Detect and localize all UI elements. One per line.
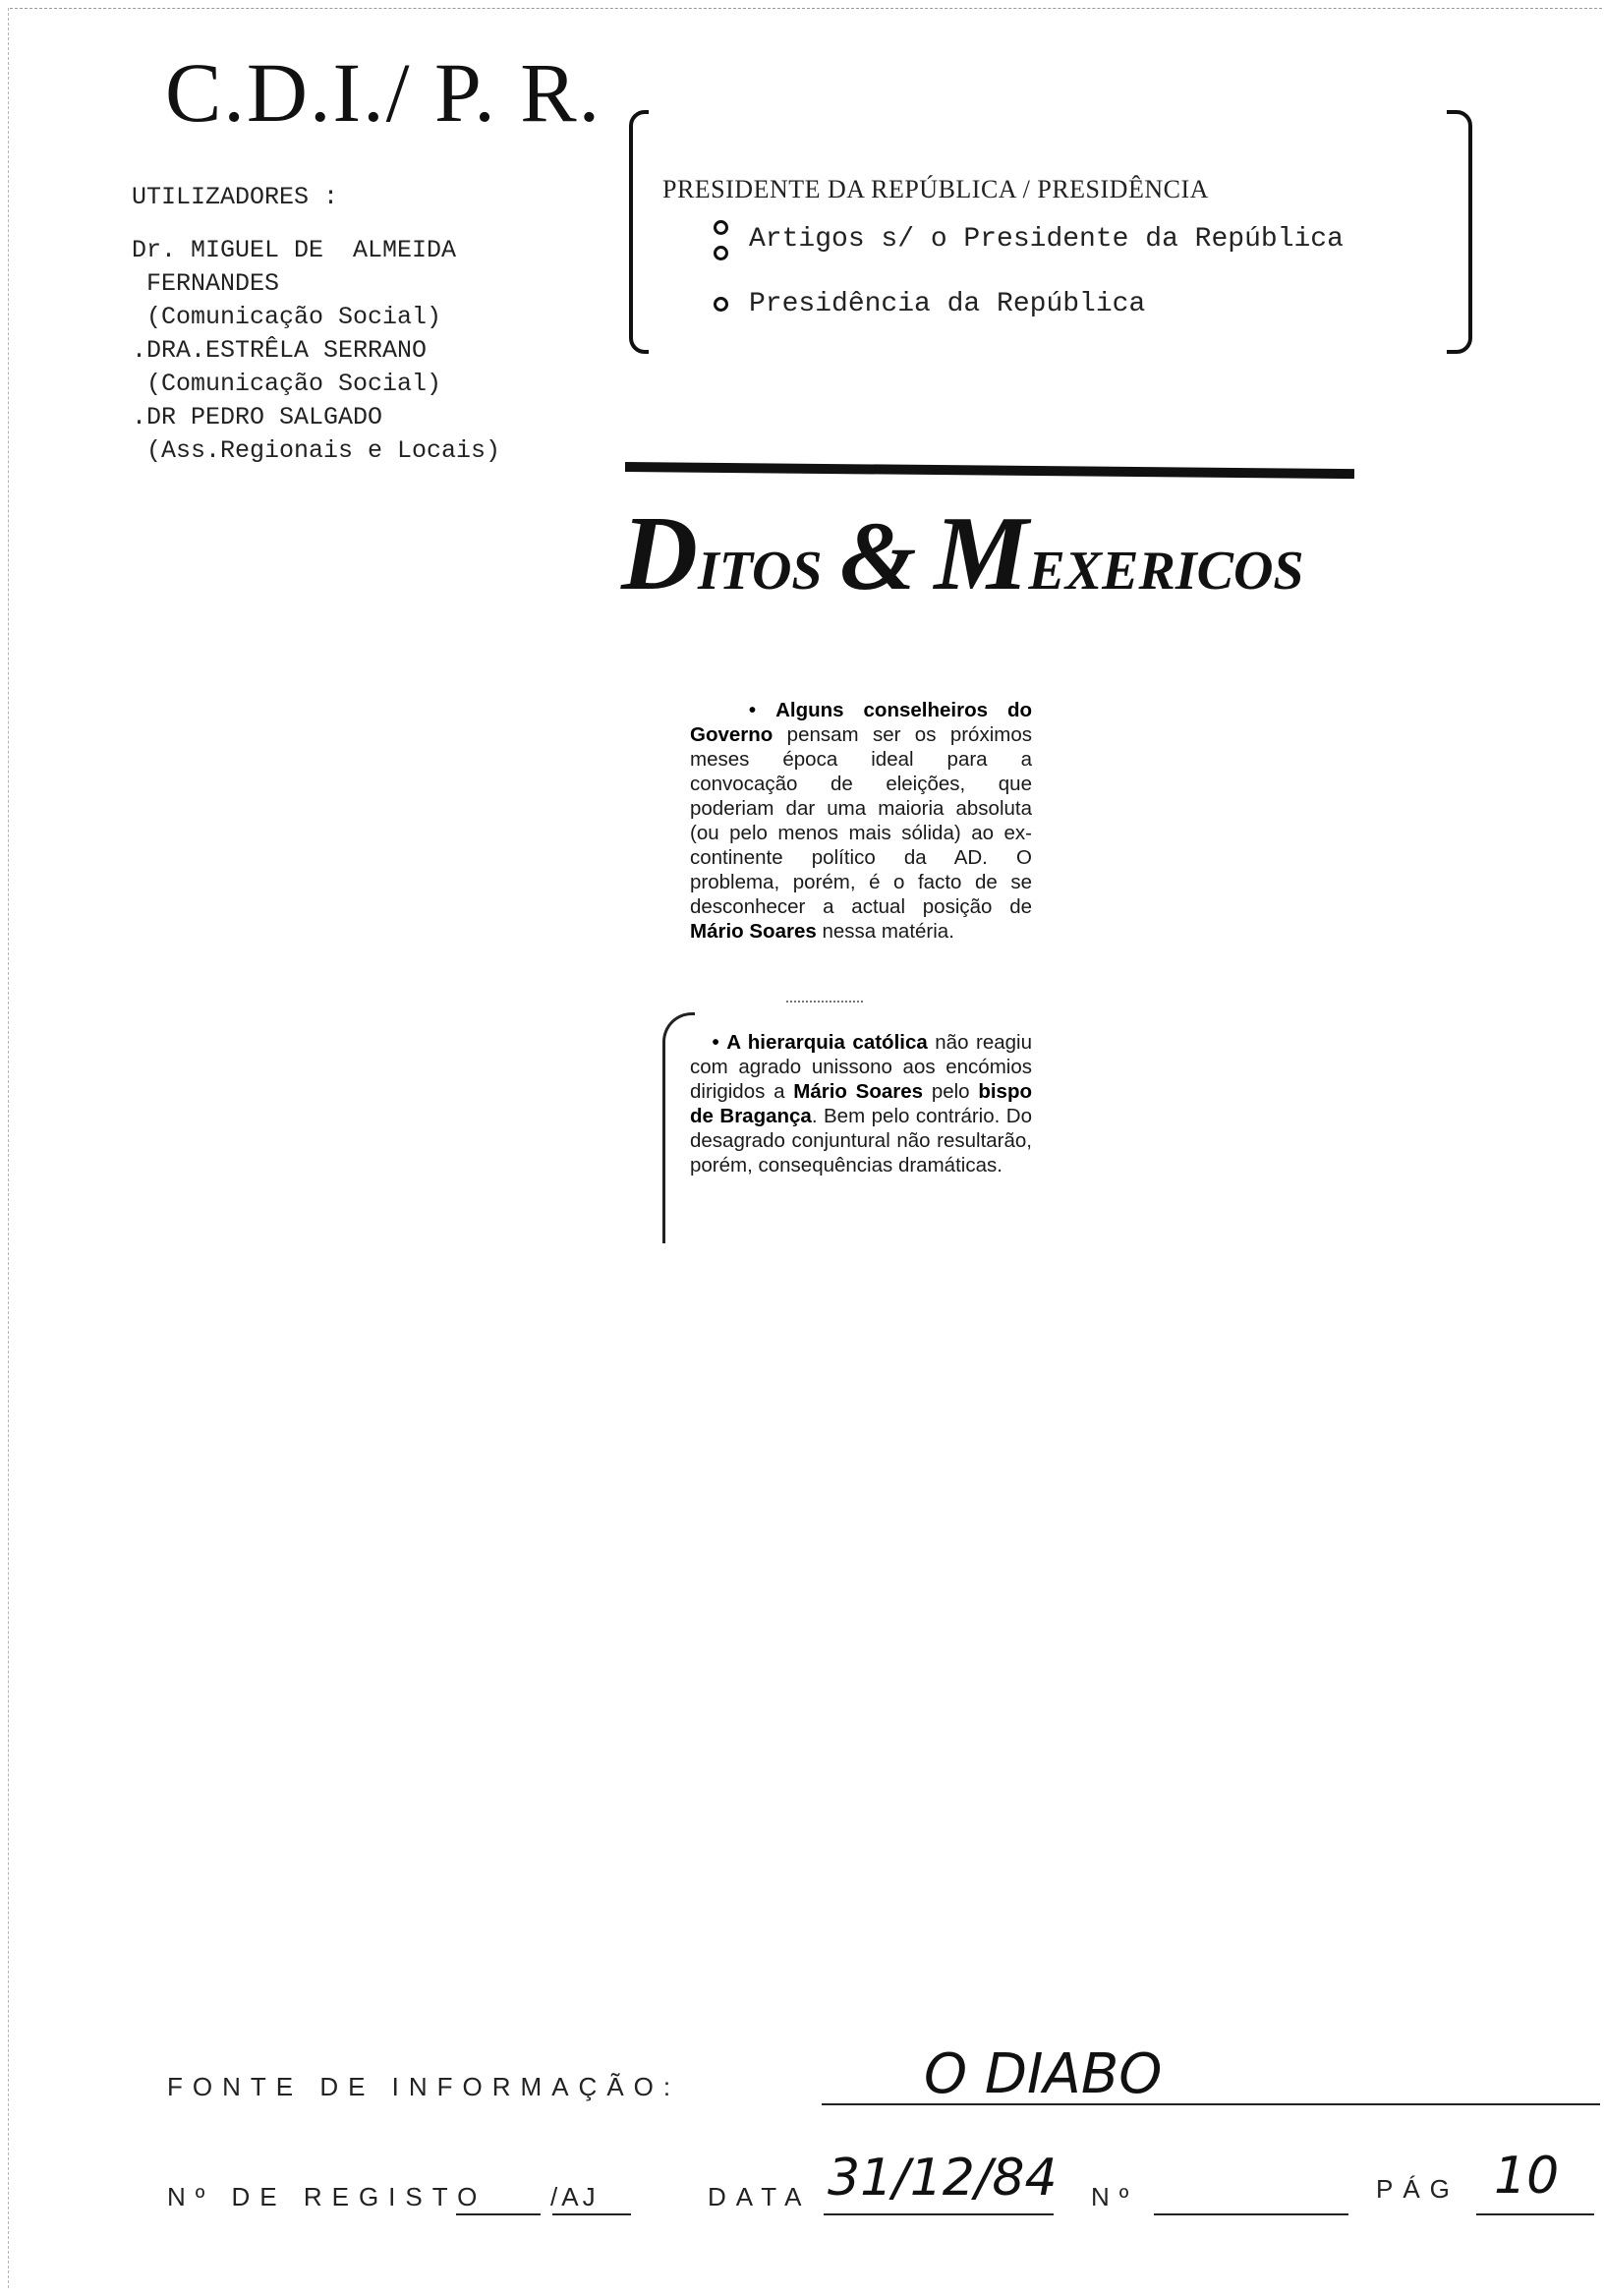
date-value: 31/12/84: [828, 2149, 1058, 2208]
page-label: PÁG: [1376, 2174, 1460, 2204]
item-text: pensam ser os próximos meses época ideal para a convocação de eleições, que poderiam dar uma maioria absoluta (ou pelo menos mais sólida) ao ex-continente político da AD. O problema, porém, é o facto de se desconhecer a actual posição de: [690, 723, 1032, 918]
masthead-ampersand: &: [839, 501, 917, 610]
item-text: pelo: [923, 1080, 979, 1103]
users-line: Dr. MIGUEL DE ALMEIDA: [132, 236, 457, 264]
classification-box: [629, 110, 1472, 354]
classification-item: Presidência da República: [749, 289, 1146, 319]
item-text: não reagiu com agrado unissono aos encómios dirigidos a: [690, 1031, 1032, 1103]
users-line: .DR PEDRO SALGADO: [132, 403, 383, 431]
news-item-2: [690, 1030, 1032, 1177]
page-line: [1476, 2213, 1594, 2215]
classification-heading: PRESIDENTE DA REPÚBLICA / PRESIDÊNCIA: [662, 175, 1209, 203]
registry-suffix: /AJ: [550, 2182, 600, 2211]
item-bullet: •: [748, 699, 757, 721]
item-name: Mário Soares: [690, 920, 817, 943]
scan-edge-left: [8, 8, 9, 2288]
registry-label: Nº DE REGISTO: [167, 2182, 487, 2211]
page-value: 10: [1494, 2147, 1560, 2206]
item-bishop: bispo de Bragança: [690, 1080, 1032, 1127]
item-lead: Alguns conselheiros do Governo: [690, 699, 1033, 746]
number-line: [1154, 2213, 1348, 2215]
masthead-initial: M: [934, 495, 1029, 612]
scan-edge-top: [10, 8, 1602, 9]
box-bracket-gap: [649, 342, 1447, 354]
users-line: (Ass.Regionais e Locais): [132, 436, 501, 465]
item-bullet: •: [712, 1031, 719, 1054]
masthead-word: EXERICOS: [1028, 541, 1304, 602]
news-item-1: [690, 698, 1032, 944]
users-title: UTILIZADORES :: [132, 183, 339, 211]
users-line: (Comunicação Social): [132, 303, 442, 331]
classification-item: Artigos s/ o Presidente da República: [749, 224, 1344, 255]
item-separator: [786, 1001, 863, 1003]
box-bracket-gap: [649, 102, 1447, 114]
registry-suffix-line: [552, 2213, 631, 2215]
masthead-initial: D: [621, 495, 698, 612]
date-label: DATA: [708, 2182, 812, 2211]
masthead-word: ITOS: [698, 541, 823, 602]
users-line: (Comunicação Social): [132, 370, 442, 398]
number-label: Nº: [1091, 2182, 1139, 2211]
item-text: . Bem pelo contrário. Do desagrado conjuntural não resultarão, porém, consequências dramáticas.: [690, 1105, 1033, 1177]
masthead: [621, 493, 1304, 615]
registry-line: [456, 2213, 541, 2215]
bullet-circle-icon: [714, 220, 728, 235]
page-title: C.D.I./ P. R.: [165, 45, 602, 140]
users-line: FERNANDES: [132, 269, 280, 298]
bullet-circle-icon: [714, 297, 728, 312]
source-value: O DIABO: [924, 2042, 1163, 2106]
item-lead: A hierarquia católica: [726, 1031, 928, 1054]
source-label: FONTE DE INFORMAÇÃO:: [167, 2072, 681, 2101]
date-line: [824, 2213, 1054, 2215]
users-line: .DRA.ESTRÊLA SERRANO: [132, 336, 428, 365]
item-text: nessa matéria.: [816, 920, 954, 943]
bullet-circle-icon: [714, 246, 728, 260]
users-list: [132, 234, 500, 468]
masthead-rule: [625, 462, 1354, 479]
item-name: Mário Soares: [793, 1080, 924, 1103]
